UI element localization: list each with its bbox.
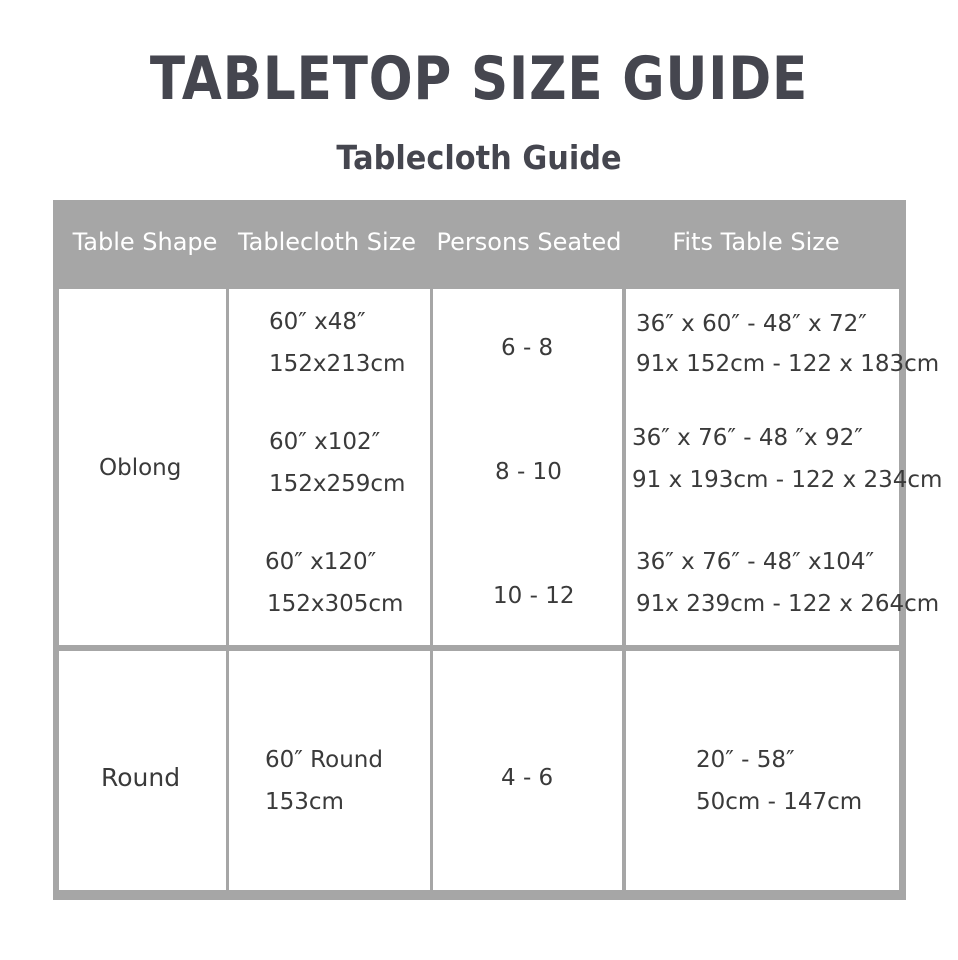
oblong-fits-3-cm: 91x 239cm - 122 x 264cm	[636, 591, 940, 617]
header-fits-table-size: Fits Table Size	[672, 228, 840, 256]
oblong-fits-1-in: 36″ x 60″ - 48″ x 72″	[636, 311, 867, 337]
oblong-size-2-in: 60″ x102″	[269, 429, 381, 455]
oblong-persons-3: 10 - 12	[493, 583, 575, 609]
header-tablecloth-size: Tablecloth Size	[237, 228, 417, 256]
cell-round-persons	[433, 651, 622, 890]
cell-oblong-size	[229, 289, 430, 645]
oblong-size-1-in: 60″ x48″	[269, 309, 366, 335]
oblong-size-1-cm: 152x213cm	[269, 351, 406, 377]
page-title: TABLETOP SIZE GUIDE	[149, 44, 809, 114]
header-persons-seated: Persons Seated	[436, 228, 622, 256]
round-persons: 4 - 6	[501, 765, 554, 791]
cell-oblong-persons	[433, 289, 622, 645]
cell-round-fits	[626, 651, 899, 890]
oblong-persons-1: 6 - 8	[501, 335, 554, 361]
round-size-in: 60″ Round	[265, 747, 383, 773]
shape-round-label: Round	[101, 763, 181, 792]
oblong-fits-2-in: 36″ x 76″ - 48 ″x 92″	[632, 425, 863, 451]
cell-round-shape	[59, 651, 226, 890]
header-table-shape: Table Shape	[72, 228, 218, 256]
shape-oblong-label: Oblong	[99, 455, 182, 481]
oblong-persons-2: 8 - 10	[495, 459, 562, 485]
round-fits-cm: 50cm - 147cm	[696, 789, 863, 815]
cell-oblong-shape	[59, 289, 226, 645]
oblong-size-3-in: 60″ x120″	[265, 549, 377, 575]
oblong-size-3-cm: 152x305cm	[267, 591, 404, 617]
oblong-fits-2-cm: 91 x 193cm - 122 x 234cm	[632, 467, 943, 493]
cell-round-size	[229, 651, 430, 890]
cell-oblong-fits	[626, 289, 943, 645]
size-guide-table	[53, 200, 943, 900]
oblong-size-2-cm: 152x259cm	[269, 471, 406, 497]
oblong-fits-1-cm: 91x 152cm - 122 x 183cm	[636, 351, 940, 377]
round-size-cm: 153cm	[265, 789, 344, 815]
oblong-fits-3-in: 36″ x 76″ - 48″ x104″	[636, 549, 875, 575]
page-subtitle: Tablecloth Guide	[336, 138, 622, 177]
round-fits-in: 20″ - 58″	[696, 747, 795, 773]
